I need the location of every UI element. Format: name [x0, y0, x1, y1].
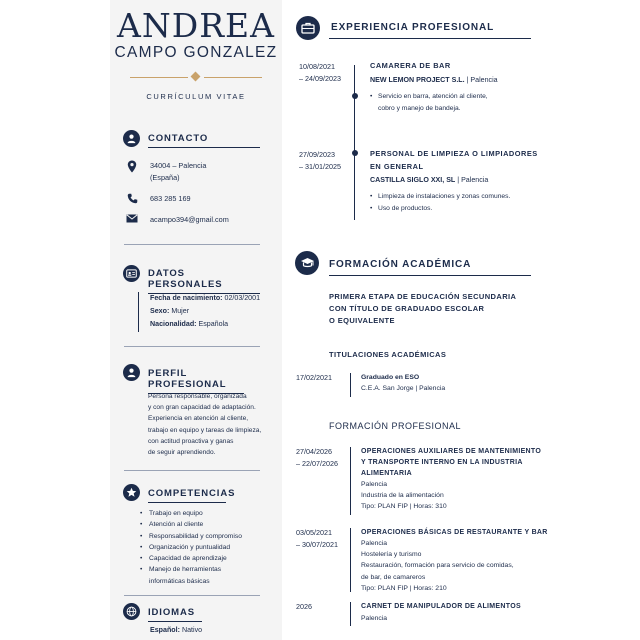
job2-company: CASTILLA SIGLO XXI, SL | Palencia: [370, 176, 489, 184]
list-item: • Responsabilidad y compromiso: [140, 531, 272, 542]
briefcase-icon: [296, 16, 320, 40]
contacto-title: CONTACTO: [148, 133, 260, 148]
id-card-icon: [123, 265, 140, 282]
accent-bar: [350, 373, 351, 397]
accent-bar: [350, 528, 351, 592]
perfil-title: PERFIL PROFESIONAL: [148, 368, 244, 394]
profile-summary: Persona responsable, organizada y con gran capacidad de adaptación. Experiencia en atención al cliente, trabajo en equipo y tareas de limpieza, con actitud proactiva y ganas de seguir aprendiendo.: [148, 393, 262, 457]
job1-tasks: [370, 91, 488, 115]
job2-title: PERSONAL DE LIMPIEZA O LIMPIADORES EN GENERAL: [370, 149, 538, 171]
education-level: PRIMERA ETAPA DE EDUCACIÓN SECUNDARIA CON TÍTULO DE GRADUADO ESCOLAR O EQUIVALENTE: [329, 292, 517, 325]
phone-number: 683 285 169: [150, 194, 191, 203]
globe-icon: [123, 603, 140, 620]
cv-subtitle: CURRÍCULUM VITAE: [146, 92, 246, 101]
last-name: CAMPO GONZALEZ: [114, 44, 278, 61]
job2-date: 27/09/2023 – 31/01/2025: [299, 150, 341, 171]
timeline-line: [354, 65, 355, 220]
course1-title: OPERACIONES AUXILIARES DE MANTENIMIENTO Y TRANSPORTE INTERNO EN LA INDUSTRIA ALIMENTARIA: [361, 448, 542, 477]
list-item: • Manejo de herramientas: [140, 564, 272, 575]
job2-tasks: [370, 191, 510, 215]
job1-company: NEW LEMON PROJECT S.L. | Palencia: [370, 76, 498, 84]
section-rule: [329, 275, 531, 276]
list-item: • Organización y puntualidad: [140, 542, 272, 553]
course3-city: Palencia: [361, 615, 388, 622]
birth-date: Fecha de nacimiento: 02/03/2001: [150, 294, 261, 302]
list-item-continuation: cobro y manejo de bandeja.: [378, 105, 461, 112]
user-circle-icon: [123, 364, 140, 381]
competencias-title: COMPETENCIAS: [148, 488, 226, 503]
skills-list: [140, 508, 272, 576]
accent-bar: [350, 602, 351, 626]
divider: [124, 595, 260, 596]
phone-row: [126, 193, 191, 205]
star-icon: [123, 484, 140, 501]
formacion-title: FORMACIÓN ACADÉMICA: [329, 259, 472, 270]
titulaciones-heading: TITULACIONES ACADÉMICAS: [329, 350, 447, 359]
nationality: Nacionalidad: Española: [150, 320, 229, 328]
course1-details: Palencia Industria de la alimentación Tipo: PLAN FIP | Horas: 310: [361, 481, 447, 511]
timeline-dot: [352, 150, 358, 156]
list-item: • Servicio en barra, atención al cliente,: [370, 91, 488, 103]
idiomas-title: IDIOMAS: [148, 607, 202, 622]
sidebar: [110, 0, 282, 640]
email-address[interactable]: acampo394@gmail.com: [150, 215, 229, 224]
course2-date: 03/05/2021 – 30/07/2021: [296, 528, 338, 549]
sex: Sexo: Mujer: [150, 307, 190, 315]
course2-title: OPERACIONES BÁSICAS DE RESTAURANTE Y BAR: [361, 529, 548, 536]
list-item: • Atención al cliente: [140, 519, 272, 530]
gold-diamond-ornament: [191, 72, 201, 82]
address-line2: (España): [150, 173, 180, 182]
accent-bar: [350, 447, 351, 515]
divider: [124, 470, 260, 471]
divider: [124, 244, 260, 245]
language-spanish: Español: Nativo: [150, 626, 203, 634]
list-item: • Uso de productos.: [370, 203, 510, 215]
email-row: [126, 214, 229, 226]
divider: [124, 346, 260, 347]
course3-title: CARNET DE MANIPULADOR DE ALIMENTOS: [361, 603, 521, 610]
person-icon: [123, 130, 140, 147]
degree-info: Graduado en ESO C.E.A. San Jorge | Palencia: [361, 374, 446, 393]
graduation-cap-icon: [295, 251, 319, 275]
job1-title: CAMARERA DE BAR: [370, 61, 451, 70]
gold-divider-left: [130, 77, 188, 78]
course1-date: 27/04/2026 – 22/07/2026: [296, 447, 338, 468]
fp-heading: FORMACIÓN PROFESIONAL: [329, 421, 462, 431]
degree-date: 17/02/2021: [296, 373, 332, 382]
datos-title: DATOS PERSONALES: [148, 268, 260, 294]
gold-divider-right: [204, 77, 262, 78]
section-rule: [329, 38, 531, 39]
accent-bar: [138, 292, 139, 332]
phone-icon: [126, 193, 138, 204]
experiencia-title: EXPERIENCIA PROFESIONAL: [331, 22, 495, 33]
list-item: • Capacidad de aprendizaje: [140, 553, 272, 564]
address-row: [126, 160, 206, 184]
envelope-icon: [126, 214, 138, 223]
timeline-dot: [352, 93, 358, 99]
first-name: ANDREA: [117, 6, 275, 45]
list-item: • Trabajo en equipo: [140, 508, 272, 519]
course3-date: 2026: [296, 602, 312, 611]
address-line1: 34004 – Palencia: [150, 161, 207, 170]
list-item: • Limpieza de instalaciones y zonas comunes.: [370, 191, 510, 203]
job1-date: 10/08/2021 – 24/09/2023: [299, 62, 341, 83]
list-item-continuation: informáticas básicas: [149, 578, 210, 585]
course2-details: Palencia Hostelería y turismo Restauración, formación para servicio de comidas, de bar, de camareros Tipo: PLAN FIP | Horas: 210: [361, 540, 514, 592]
location-pin-icon: [126, 160, 138, 173]
